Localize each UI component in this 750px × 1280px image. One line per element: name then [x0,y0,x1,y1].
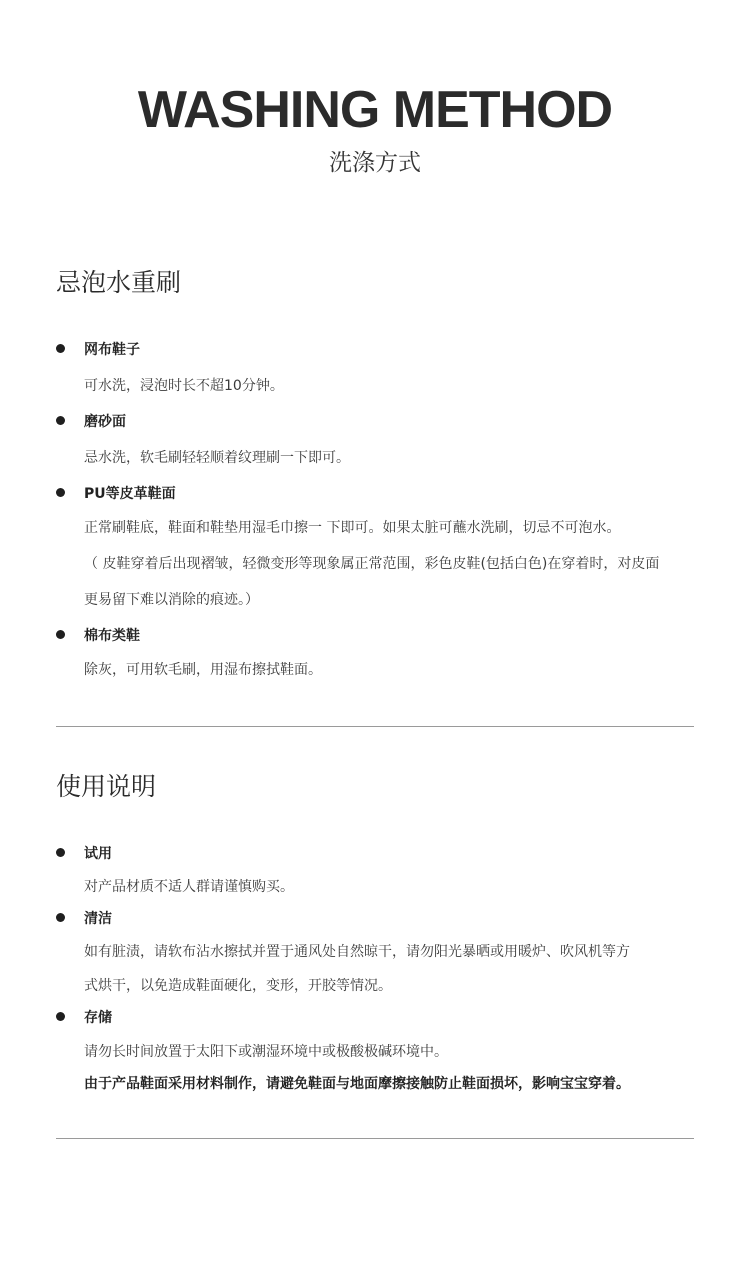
bullet-icon [56,1012,65,1021]
page-title: WASHING METHOD [137,81,613,139]
bullet-icon [56,488,65,497]
item-title: 棉布类鞋 [84,628,140,644]
item-text: 请勿长时间放置于太阳下或潮湿环境中或极酸极碱环境中。 [84,1044,448,1060]
item-title: 磨砂面 [84,414,126,430]
bullet-icon [56,344,65,353]
item-text-emphasis: 由于产品鞋面采用材料制作，请避免鞋面与地面摩擦接触防止鞋面损坏，影响宝宝穿着。 [84,1076,630,1092]
bullet-icon [56,913,65,922]
item-text: 对产品材质不适人群请谨慎购买。 [84,879,294,895]
item-text: 式烘干，以免造成鞋面硬化，变形，开胶等情况。 [84,978,392,994]
item-title: 网布鞋子 [84,342,140,358]
item-text: 如有脏渍，请软布沾水擦拭并置于通风处自然晾干，请勿阳光暴晒或用暖炉、吹风机等方 [84,944,630,960]
bullet-icon [56,630,65,639]
item-text: 更易留下难以消除的痕迹。） [84,592,259,608]
item-title: 清洁 [84,911,112,927]
item-text: 可水洗，浸泡时长不超10分钟。 [84,378,284,394]
item-title: PU等皮革鞋面 [84,486,176,502]
section-heading: 使用说明 [56,772,157,801]
item-text: （ 皮鞋穿着后出现褶皱，轻微变形等现象属正常范围，彩色皮鞋(包括白色)在穿着时，对皮面 [84,556,660,572]
bullet-icon [56,848,65,857]
section-heading: 忌泡水重刷 [56,268,182,297]
item-title: 试用 [84,846,112,862]
divider [56,726,694,727]
item-text: 忌水洗，软毛刷轻轻顺着纹理刷一下即可。 [84,450,350,466]
item-text: 正常刷鞋底，鞋面和鞋垫用湿毛巾擦一 下即可。如果太脏可蘸水洗刷，切忌不可泡水。 [84,520,621,536]
divider [56,1138,694,1139]
item-title: 存储 [84,1010,112,1026]
page-subtitle: 洗涤方式 [329,150,421,176]
item-text: 除灰，可用软毛刷，用湿布擦拭鞋面。 [84,662,322,678]
bullet-icon [56,416,65,425]
